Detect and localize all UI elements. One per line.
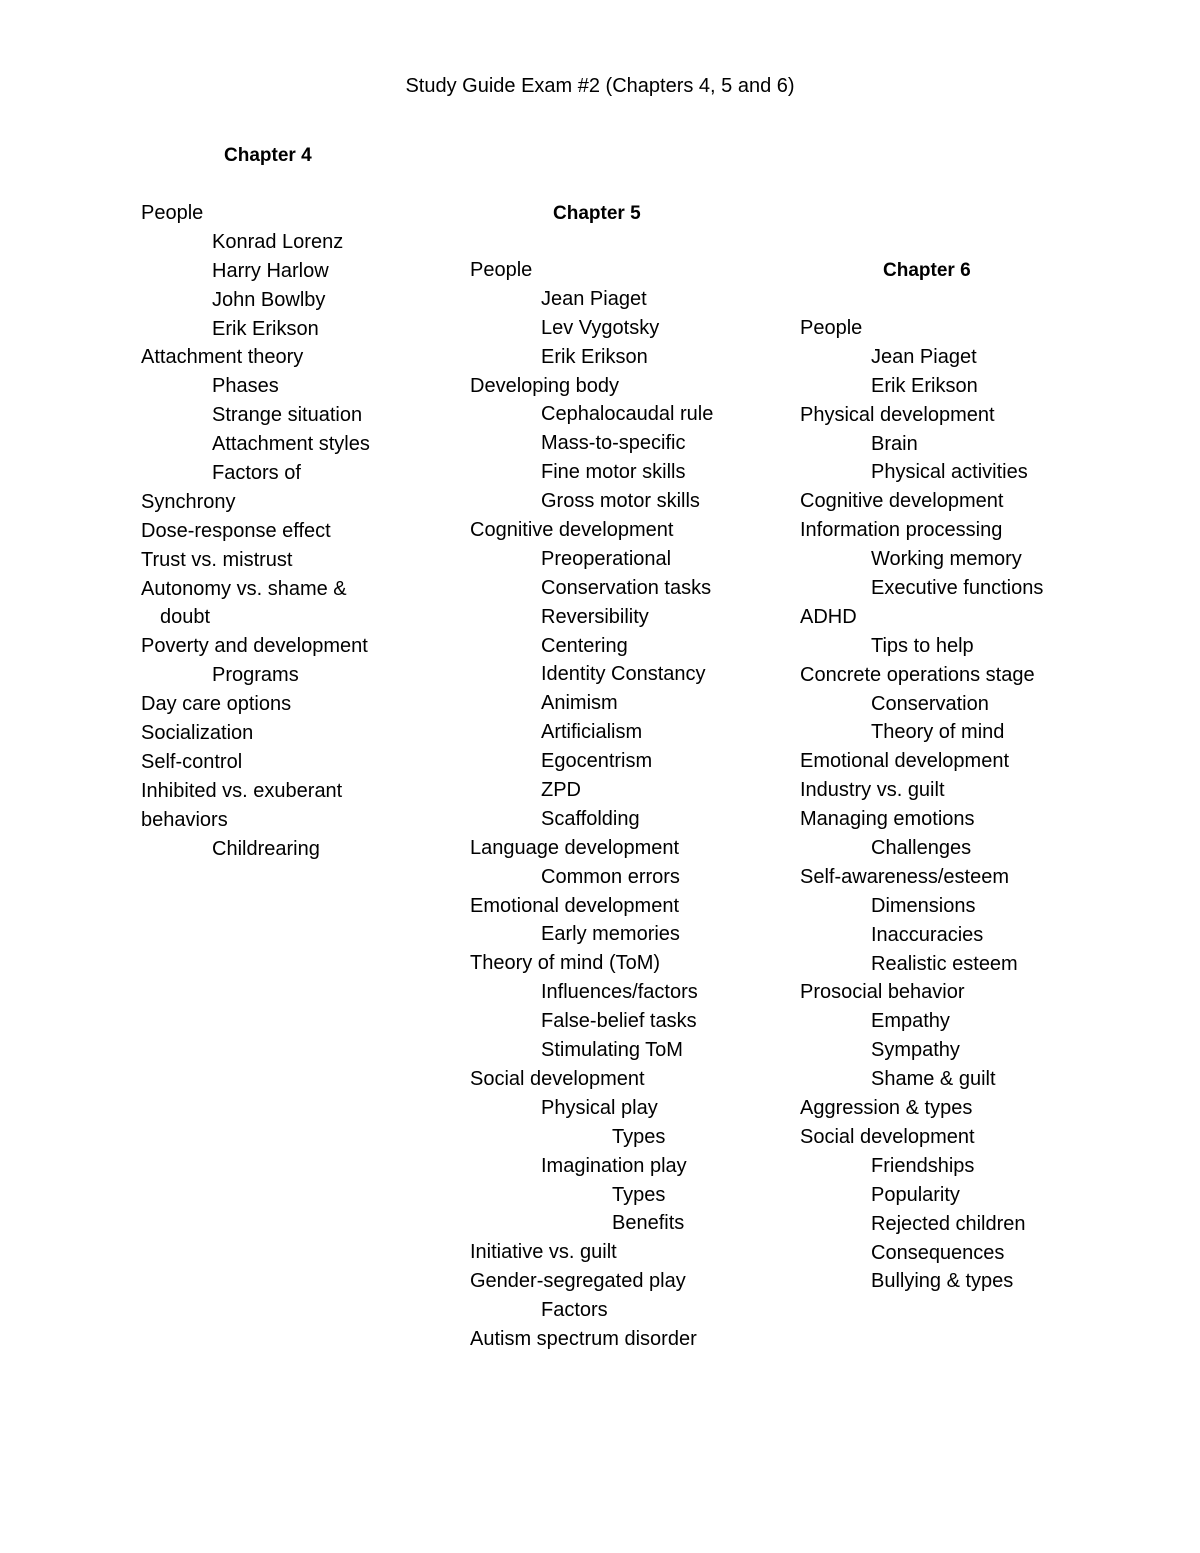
- chapter6-topic-item: Emotional development: [800, 750, 1010, 773]
- chapter6-topic-item: Jean Piaget: [871, 345, 977, 368]
- chapter4-topic-item: Programs: [212, 664, 299, 687]
- chapter5-topic-item: Emotional development: [470, 894, 680, 917]
- chapter6-topic-item: Erik Erikson: [871, 374, 978, 397]
- chapter6-topic-item: Self-awareness/esteem: [800, 865, 1009, 888]
- chapter4-topic-item: Trust vs. mistrust: [141, 548, 293, 571]
- chapter4-topic-item: behaviors: [141, 808, 228, 831]
- chapter5-topic-item: Scaffolding: [541, 807, 640, 830]
- chapter5-topic-item: Reversibility: [541, 605, 649, 628]
- chapter6-topic-item: Concrete operations stage: [800, 663, 1035, 686]
- chapter5-topic-item: Developing body: [470, 374, 619, 397]
- chapter6-topic-item: Information processing: [800, 519, 1003, 542]
- chapter4-topic-item: Poverty and development: [141, 635, 368, 658]
- chapter6-topic-item: Brain: [871, 432, 918, 455]
- chapter5-topic-item: Benefits: [612, 1212, 685, 1235]
- chapter5-topic-item: Initiative vs. guilt: [470, 1241, 617, 1264]
- chapter4-topic-item: Synchrony: [141, 490, 236, 513]
- chapter5-topic-item: Gross motor skills: [541, 490, 700, 513]
- chapter5-topic-item: Cognitive development: [470, 519, 674, 542]
- chapter5-topic-item: Social development: [470, 1067, 645, 1090]
- chapter4-topic-item: Konrad Lorenz: [212, 230, 344, 253]
- chapter6-topic-item: Dimensions: [871, 894, 976, 917]
- chapter4-topic-item: People: [141, 202, 204, 224]
- chapter6-topic-item: Conservation: [871, 692, 989, 715]
- chapter-6-heading: Chapter 6: [883, 260, 971, 281]
- chapter5-topic-item: Influences/factors: [541, 981, 698, 1004]
- chapter6-topic-item: Theory of mind: [871, 721, 1005, 744]
- chapter6-topic-item: Social development: [800, 1125, 975, 1148]
- chapter5-topic-item: Common errors: [541, 865, 680, 888]
- chapter5-topic-item: Types: [612, 1125, 666, 1148]
- chapter4-topic-item: Attachment styles: [212, 433, 370, 456]
- chapter5-topic-item: Theory of mind (ToM): [470, 952, 661, 975]
- chapter5-topic-item: Autism spectrum disorder: [470, 1327, 697, 1350]
- topic-text: Autonomy vs. shame &: [141, 577, 347, 600]
- chapter5-topic-item: Identity Constancy: [541, 663, 706, 686]
- chapter6-topic-item: Aggression & types: [800, 1097, 973, 1120]
- chapter4-topic-item: John Bowlby: [212, 288, 326, 311]
- chapter6-topic-item: People: [800, 317, 863, 339]
- chapter5-topic-item: Fine motor skills: [541, 461, 686, 484]
- chapter6-topic-item: Challenges: [871, 837, 972, 860]
- chapter6-topic-item: ADHD: [800, 605, 857, 628]
- chapter-6-topic-list: [800, 314, 1130, 1296]
- chapter5-topic-item: Physical play: [541, 1096, 658, 1119]
- chapter6-topic-item: Inaccuracies: [871, 923, 984, 946]
- chapter4-topic-item: Self-control: [141, 750, 243, 773]
- chapter6-topic-item: Managing emotions: [800, 808, 975, 831]
- chapter6-topic-item: Prosocial behavior: [800, 981, 965, 1004]
- chapter4-topic-item: Harry Harlow: [212, 259, 329, 282]
- chapter5-topic-item: Types: [612, 1183, 666, 1206]
- chapter5-topic-item: Preoperational: [541, 547, 672, 570]
- chapter5-topic-item: Jean Piaget: [541, 287, 647, 310]
- chapter5-topic-item: Stimulating ToM: [541, 1039, 683, 1062]
- chapter4-topic-item: Inhibited vs. exuberant: [141, 779, 343, 802]
- chapter5-topic-item: Egocentrism: [541, 750, 653, 773]
- chapter5-topic-item: Centering: [541, 634, 628, 657]
- chapter4-topic-item: Erik Erikson: [212, 317, 319, 340]
- chapter6-topic-item: Industry vs. guilt: [800, 779, 945, 802]
- chapter6-topic-item: Friendships: [871, 1154, 975, 1177]
- chapter5-topic-item: ZPD: [541, 779, 581, 802]
- chapter6-topic-item: Popularity: [871, 1183, 960, 1206]
- chapter6-topic-item: Working memory: [871, 548, 1022, 571]
- chapter4-topic-item: Dose-response effect: [141, 519, 331, 542]
- chapter5-topic-item: Cephalocaudal rule: [541, 403, 714, 426]
- chapter6-topic-item: Empathy: [871, 1010, 950, 1033]
- chapter4-topic-item: Childrearing: [212, 837, 320, 860]
- chapter5-topic-item: Gender-segregated play: [470, 1270, 686, 1293]
- chapter6-topic-item: Consequences: [871, 1241, 1005, 1264]
- chapter6-topic-item: Cognitive development: [800, 490, 1004, 513]
- chapter4-topic-item: [141, 575, 471, 633]
- chapter-5-heading: Chapter 5: [553, 203, 641, 224]
- chapter6-topic-item: Executive functions: [871, 577, 1044, 600]
- document-title: Study Guide Exam #2 (Chapters 4, 5 and 6): [405, 75, 795, 97]
- chapter6-topic-item: Physical activities: [871, 461, 1028, 484]
- chapter6-topic-item: Rejected children: [871, 1212, 1026, 1235]
- chapter4-topic-item: Socialization: [141, 722, 254, 745]
- chapter-4-topic-list: [141, 199, 471, 864]
- chapter5-topic-item: Erik Erikson: [541, 345, 648, 368]
- chapter4-topic-item: Phases: [212, 375, 279, 398]
- chapter5-topic-item: Animism: [541, 692, 618, 715]
- chapter5-topic-item: False-belief tasks: [541, 1010, 697, 1033]
- chapter5-topic-item: Language development: [470, 836, 680, 859]
- chapter6-topic-item: Realistic esteem: [871, 952, 1018, 975]
- chapter-5-topic-list: [470, 256, 800, 1354]
- chapter5-topic-item: Conservation tasks: [541, 576, 712, 599]
- chapter4-topic-item: Attachment theory: [141, 346, 304, 369]
- chapter6-topic-item: Tips to help: [871, 634, 974, 657]
- chapter6-topic-item: Sympathy: [871, 1039, 960, 1062]
- chapter5-topic-item: Factors: [541, 1299, 608, 1322]
- chapter5-topic-item: Lev Vygotsky: [541, 316, 660, 339]
- chapter6-topic-item: Physical development: [800, 403, 995, 426]
- chapter-4-heading: Chapter 4: [224, 145, 312, 166]
- chapter4-topic-item: Strange situation: [212, 404, 363, 427]
- chapter6-topic-item: Bullying & types: [871, 1270, 1014, 1293]
- chapter4-topic-item: Day care options: [141, 693, 292, 716]
- chapter5-topic-item: People: [470, 259, 533, 281]
- chapter5-topic-item: Artificialism: [541, 721, 643, 744]
- chapter5-topic-item: Mass-to-specific: [541, 432, 686, 455]
- chapter4-topic-item: Factors of: [212, 462, 301, 485]
- topic-text-continuation: doubt: [160, 606, 211, 629]
- chapter5-topic-item: Early memories: [541, 923, 680, 946]
- chapter5-topic-item: Imagination play: [541, 1154, 687, 1177]
- chapter6-topic-item: Shame & guilt: [871, 1068, 996, 1091]
